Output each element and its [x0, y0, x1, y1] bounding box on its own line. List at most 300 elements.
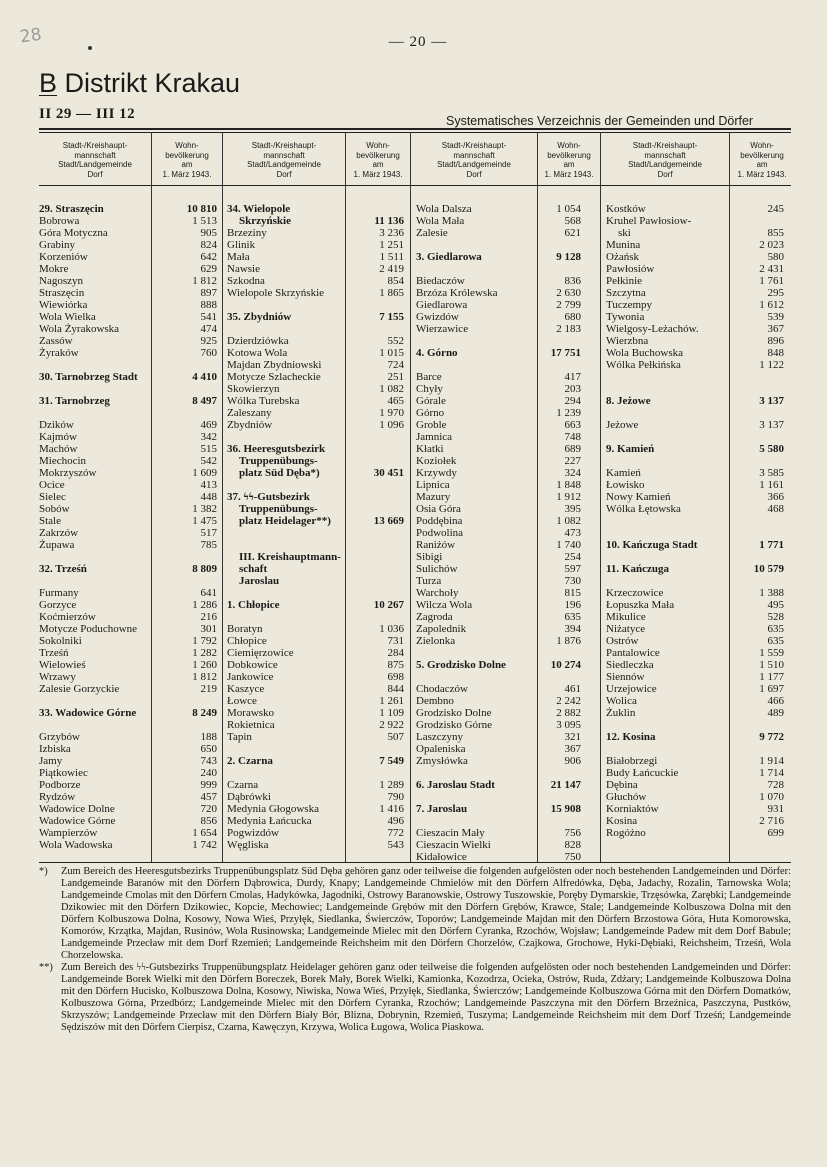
table-row [606, 647, 784, 659]
place-name: Biedaczów [416, 275, 465, 287]
place-name: Jeżowe [606, 419, 639, 431]
population-value: 730 [564, 575, 581, 587]
table-row [39, 479, 217, 491]
place-name: Majdan Zbydniowski [227, 359, 322, 371]
table-row [416, 839, 581, 851]
population-value: 295 [767, 287, 784, 299]
population-value: 495 [767, 599, 784, 611]
table-row [39, 467, 217, 479]
population-value: 897 [200, 287, 217, 299]
district-header-row [416, 659, 581, 671]
table-row [416, 599, 581, 611]
place-name: Mała [227, 251, 250, 263]
table-row [227, 395, 404, 407]
population-value: 539 [767, 311, 784, 323]
row-spacer [227, 611, 404, 623]
place-name: ski [618, 227, 631, 239]
population-value: 474 [200, 323, 217, 335]
population-value: 828 [564, 839, 581, 851]
population-value: 1 742 [192, 839, 217, 851]
population-value: 875 [387, 659, 404, 671]
place-name: Łowisko [606, 479, 645, 491]
place-name: Wola Wielka [39, 311, 96, 323]
place-name: Wielopole Skrzyńskie [227, 287, 325, 299]
place-name: Boratyn [227, 623, 263, 635]
place-name: schaft [239, 563, 268, 575]
row-spacer [606, 719, 784, 731]
place-name: 11. Kańczuga [606, 563, 669, 575]
table-row [606, 503, 784, 515]
population-value: 7 549 [379, 755, 404, 767]
table-row [606, 479, 784, 491]
table-row [227, 671, 404, 683]
table-row [416, 719, 581, 731]
table-row [39, 311, 217, 323]
population-value: 30 451 [373, 467, 404, 479]
place-name: Wólka Turebska [227, 395, 300, 407]
table-row [227, 239, 404, 251]
population-value: 13 669 [373, 515, 404, 527]
table-row [416, 467, 581, 479]
title-text: Distrikt Krakau [64, 68, 241, 98]
place-name: Zielonka [416, 635, 456, 647]
table-row [39, 767, 217, 779]
place-name: Wólka Pełkińska [606, 359, 681, 371]
population-value: 417 [564, 371, 581, 383]
place-name: Ocice [39, 479, 65, 491]
population-value: 856 [200, 815, 217, 827]
district-header-row [227, 203, 404, 215]
population-value: 1 697 [759, 683, 784, 695]
place-name: Górno [416, 407, 445, 419]
district-header-row [227, 311, 404, 323]
place-name: Wólka Łętowska [606, 503, 681, 515]
place-name: Dębina [606, 779, 638, 791]
place-name: Gwizdów [416, 311, 459, 323]
row-spacer [227, 299, 404, 311]
table-row [227, 251, 404, 263]
table-row [39, 683, 217, 695]
table-row [606, 791, 784, 803]
place-name: Kidałowice [416, 851, 467, 863]
table-row [39, 287, 217, 299]
place-name: Krzeczowice [606, 587, 664, 599]
place-name: Pełkinie [606, 275, 643, 287]
population-value: 9 128 [556, 251, 581, 263]
place-name: Kłatki [416, 443, 444, 455]
place-name: Zapolednik [416, 623, 467, 635]
population-value: 4 410 [192, 371, 217, 383]
table-row [606, 359, 784, 371]
table-row [606, 491, 784, 503]
table-row [39, 431, 217, 443]
population-value: 748 [564, 431, 581, 443]
population-value: 724 [387, 359, 404, 371]
population-value: 1 082 [379, 383, 404, 395]
population-value: 10 274 [550, 659, 581, 671]
place-name: Munina [606, 239, 641, 251]
place-name: III. Kreishauptmann- [239, 551, 341, 563]
place-name: Szczytna [606, 287, 646, 299]
row-spacer [227, 743, 404, 755]
population-value: 1 912 [556, 491, 581, 503]
population-value: 650 [200, 743, 217, 755]
table-row [606, 335, 784, 347]
table-row [606, 623, 784, 635]
table-row [606, 323, 784, 335]
population-value: 227 [564, 455, 581, 467]
table-row [227, 791, 404, 803]
district-header-row [227, 467, 404, 479]
table-row [416, 311, 581, 323]
top-rule [39, 128, 791, 130]
place-name: Raniżów [416, 539, 456, 551]
column-divider [410, 132, 411, 862]
population-value: 905 [200, 227, 217, 239]
place-name: Góra Motyczna [39, 227, 108, 239]
row-spacer [39, 383, 217, 395]
row-spacer [606, 743, 784, 755]
population-value: 3 137 [759, 419, 784, 431]
table-row [416, 731, 581, 743]
footnote-text: Zum Bereich des Heeresgutsbezirks Truppenübungsplatz Süd Dęba gehören ganz oder teilweise die folgenden aufgelösten oder noch bestehenden Landgemeinden und Dörfer: Landgemeinde Baranów mit den Dörfern Dąbrowica, Durdy, Knapy; Landgemeinde Chmielów mit den Dörfern Alfredówka, Dęba, Jadachy, Rozalin, Tarnowska Wola; Landgemeinde Cmolas mit den Dörfern Cmolas, Hadykówka, Jagodniki, Ostrowy Baranowskie, Ostrowy Tuszowskie, Poręby Dymarskie, Trzęsówka, Zarębki; Landgemeinde Dzikowiec mit den Dörfern Dzikowiec, Kopcie, Mechowiec; Landgemeinde Grębów mit den Dörfern Grębów, Krawce, Stale; Landgemeinde Kolbuszowa Dolna mit den Dörfern Kolbuszowa Dolna, Kosowy, Nowa Wieś, Przyłęk, Siedlanka, Świerczów, Toporów; Landgemeinde Majdan mit den Dörfern Brzostowa Góra, Huta Komorowska, Komorów, Krzątka, Majdan, Rusinów, Wola Rusinowska; Landgemeinde Mielec mit den Dörfern Cyranka, Rzochów, Wojsław; Landgemeinde Padew mit dem Dorf Babule; Landgemeinde Przecław mit dem Dorf Rzemień; Landgemeinde Reichsheim mit den Dörfern Chorzelów, Czajkowa, Grochowe, Hyki-Dębiaki, Reichsheim, Trześń, Wola Chorzelowska. [61, 866, 791, 961]
population-value: 219 [200, 683, 217, 695]
place-name: Miechocin [39, 455, 87, 467]
population-value: 5 580 [759, 443, 784, 455]
place-name: Ostrów [606, 635, 639, 647]
place-name: Groble [416, 419, 447, 431]
district-header-row [39, 203, 217, 215]
place-name: Zalesie Gorzyckie [39, 683, 120, 695]
place-name: Motycze Szlacheckie [227, 371, 321, 383]
place-name: Jaroslau [239, 575, 280, 587]
table-row [416, 323, 581, 335]
place-name: 33. Wadowice Górne [39, 707, 137, 719]
place-name: Urzejowice [606, 683, 657, 695]
place-name: 29. Straszęcin [39, 203, 104, 215]
place-name: Sielec [39, 491, 66, 503]
table-column-4 [606, 203, 784, 839]
population-value: 750 [564, 851, 581, 863]
place-name: Chyły [416, 383, 443, 395]
table-row [227, 623, 404, 635]
column-divider [600, 132, 601, 862]
population-value: 698 [387, 671, 404, 683]
table-row [606, 587, 784, 599]
column-header-population: Wohn- bevölkerung am 1. März 1943. [737, 141, 787, 179]
table-row [416, 851, 581, 863]
population-value: 8 809 [192, 563, 217, 575]
population-value: 496 [387, 815, 404, 827]
place-name: 1. Chłopice [227, 599, 280, 611]
population-value: 1 261 [379, 695, 404, 707]
population-value: 1 914 [759, 755, 784, 767]
table-row [606, 419, 784, 431]
population-value: 8 497 [192, 395, 217, 407]
table-row [606, 251, 784, 263]
district-header-row [606, 731, 784, 743]
population-value: 542 [200, 455, 217, 467]
population-value: 1 096 [379, 419, 404, 431]
register-title: Systematisches Verzeichnis der Gemeinden und Dörfer [446, 114, 754, 128]
table-row [39, 839, 217, 851]
table-row [606, 611, 784, 623]
population-value: 366 [767, 491, 784, 503]
place-name: 6. Jaroslau Stadt [416, 779, 495, 791]
table-row [606, 707, 784, 719]
population-value: 642 [200, 251, 217, 263]
place-name: Niżatyce [606, 623, 646, 635]
population-value: 1 286 [192, 599, 217, 611]
handwritten-page-mark: 28 [18, 24, 43, 48]
district-header-row [606, 563, 784, 575]
population-value: 465 [387, 395, 404, 407]
place-name: 30. Tarnobrzeg Stadt [39, 371, 138, 383]
footnote-mark: *) [39, 866, 48, 877]
place-name: Żupawa [39, 539, 75, 551]
district-header-row [227, 755, 404, 767]
table-row [227, 419, 404, 431]
district-header-row [227, 575, 404, 587]
population-value: 1 289 [379, 779, 404, 791]
table-row [39, 335, 217, 347]
place-name: Kamień [606, 467, 641, 479]
place-name: Warchoły [416, 587, 459, 599]
place-name: Wolica [606, 695, 637, 707]
place-name: Koziołek [416, 455, 457, 467]
table-row [227, 227, 404, 239]
place-name: Górale [416, 395, 446, 407]
table-row [39, 215, 217, 227]
population-value: 1 876 [556, 635, 581, 647]
population-value: 1 511 [379, 251, 404, 263]
population-value: 728 [767, 779, 784, 791]
row-spacer [416, 359, 581, 371]
table-row [416, 227, 581, 239]
district-header-row [227, 599, 404, 611]
place-name: Mokrzyszów [39, 467, 97, 479]
population-value: 515 [200, 443, 217, 455]
table-row [606, 275, 784, 287]
population-value: 1 740 [556, 539, 581, 551]
place-name: 37. ϟϟ-Gutsbezirk [227, 491, 310, 503]
table-row [39, 587, 217, 599]
row-spacer [227, 479, 404, 491]
table-row [606, 299, 784, 311]
population-value: 17 751 [550, 347, 581, 359]
row-spacer [227, 431, 404, 443]
table-row [39, 515, 217, 527]
table-row [39, 755, 217, 767]
population-value: 931 [767, 803, 784, 815]
table-row [39, 659, 217, 671]
table-row [606, 287, 784, 299]
place-name: 5. Grodzisko Dolne [416, 659, 506, 671]
table-row [416, 515, 581, 527]
population-value: 635 [767, 635, 784, 647]
population-value: 245 [767, 203, 784, 215]
population-value: 1 612 [759, 299, 784, 311]
place-name: 31. Tarnobrzeg [39, 395, 110, 407]
table-row [416, 635, 581, 647]
place-name: 35. Zbydniów [227, 311, 292, 323]
table-row [416, 203, 581, 215]
place-name: Ożańsk [606, 251, 639, 263]
population-value: 1 609 [192, 467, 217, 479]
table-row [416, 827, 581, 839]
table-row [606, 683, 784, 695]
table-row [39, 299, 217, 311]
column-header-population: Wohn- bevölkerung am 1. März 1943. [544, 141, 594, 179]
district-header-row [416, 803, 581, 815]
district-header-row [416, 347, 581, 359]
table-row [39, 815, 217, 827]
place-name: Sokolniki [39, 635, 82, 647]
population-value: 324 [564, 467, 581, 479]
place-name: Krzywdy [416, 467, 457, 479]
table-column-2 [227, 203, 404, 851]
place-name: Medynia Głogowska [227, 803, 319, 815]
row-spacer [416, 239, 581, 251]
footnote [39, 866, 791, 962]
place-name: Wielowieś [39, 659, 86, 671]
table-row [227, 359, 404, 371]
place-name: Wielgosy-Leżachów. [606, 323, 699, 335]
population-value: 1 109 [379, 707, 404, 719]
place-name: Kotowa Wola [227, 347, 288, 359]
table-row [416, 683, 581, 695]
population-value: 3 137 [759, 395, 784, 407]
population-value: 824 [200, 239, 217, 251]
population-value: 1 510 [759, 659, 784, 671]
row-spacer [227, 767, 404, 779]
row-spacer [227, 539, 404, 551]
table-row [606, 599, 784, 611]
place-name: Wola Żyrakowska [39, 323, 120, 335]
row-spacer [606, 575, 784, 587]
population-value: 468 [767, 503, 784, 515]
population-value: 251 [387, 371, 404, 383]
table-row [416, 275, 581, 287]
column-header-name: Stadt-/Kreishaupt- mannschaft Stadt/Landgemeinde Dorf [437, 141, 511, 179]
district-header-row [39, 707, 217, 719]
population-value: 1 260 [192, 659, 217, 671]
population-value: 925 [200, 335, 217, 347]
population-value: 294 [564, 395, 581, 407]
place-name: Brzeziny [227, 227, 267, 239]
table-row [39, 419, 217, 431]
table-row [227, 803, 404, 815]
population-value: 367 [767, 323, 784, 335]
place-name: Jamnica [416, 431, 453, 443]
table-row [416, 503, 581, 515]
place-name: Dąbrówki [227, 791, 271, 803]
place-name: Dobkowice [227, 659, 278, 671]
table-row [416, 527, 581, 539]
table-row [39, 743, 217, 755]
district-header-row [606, 443, 784, 455]
population-value: 466 [767, 695, 784, 707]
population-value: 1 388 [759, 587, 784, 599]
row-spacer [606, 371, 784, 383]
place-name: Machów [39, 443, 78, 455]
table-row [227, 371, 404, 383]
population-value: 8 249 [192, 707, 217, 719]
district-header-row [227, 455, 404, 467]
place-name: Koćmierzów [39, 611, 96, 623]
place-name: Nowy Kamień [606, 491, 671, 503]
population-value: 9 772 [759, 731, 784, 743]
footnote [39, 962, 791, 1034]
row-spacer [606, 527, 784, 539]
place-name: Medynia Łańcucka [227, 815, 312, 827]
table-row [39, 803, 217, 815]
table-row [416, 443, 581, 455]
place-name: Wrzawy [39, 671, 76, 683]
district-header-row [227, 551, 404, 563]
population-value: 621 [564, 227, 581, 239]
population-value: 517 [200, 527, 217, 539]
place-name: Wierzawice [416, 323, 469, 335]
place-name: Lipnica [416, 479, 450, 491]
population-value: 254 [564, 551, 581, 563]
population-value: 413 [200, 479, 217, 491]
place-name: Giedlarowa [416, 299, 468, 311]
district-header-row [416, 779, 581, 791]
population-value: 1 161 [759, 479, 784, 491]
table-row [416, 299, 581, 311]
district-header-row [227, 215, 404, 227]
row-spacer [416, 791, 581, 803]
place-name: Zassów [39, 335, 73, 347]
table-row [416, 287, 581, 299]
district-header-row [227, 563, 404, 575]
row-spacer [39, 551, 217, 563]
table-row [39, 635, 217, 647]
district-header-row [227, 491, 404, 503]
place-name: Rydzów [39, 791, 76, 803]
district-header-row [227, 503, 404, 515]
place-name: Truppenübungs- [239, 455, 318, 467]
place-name: Kruhel Pawłosiow- [606, 215, 692, 227]
table-row [39, 731, 217, 743]
table-row [416, 611, 581, 623]
footnote-mark: **) [39, 962, 53, 973]
population-value: 2 922 [379, 719, 404, 731]
population-value: 342 [200, 431, 217, 443]
population-value: 1 416 [379, 803, 404, 815]
population-value: 10 267 [373, 599, 404, 611]
row-spacer [39, 359, 217, 371]
table-column-1 [39, 203, 217, 851]
place-name: Podwolina [416, 527, 464, 539]
table-row [227, 827, 404, 839]
row-spacer [606, 551, 784, 563]
table-row [606, 635, 784, 647]
place-name: Zmysłówka [416, 755, 468, 767]
row-spacer [416, 671, 581, 683]
table-row [416, 551, 581, 563]
table-row [39, 275, 217, 287]
place-name: Brzóza Królewska [416, 287, 498, 299]
table-row [39, 443, 217, 455]
population-value: 1 082 [556, 515, 581, 527]
table-row [606, 239, 784, 251]
population-value: 1 714 [759, 767, 784, 779]
population-value: 1 177 [759, 671, 784, 683]
place-name: Opaleniska [416, 743, 466, 755]
row-spacer [416, 263, 581, 275]
